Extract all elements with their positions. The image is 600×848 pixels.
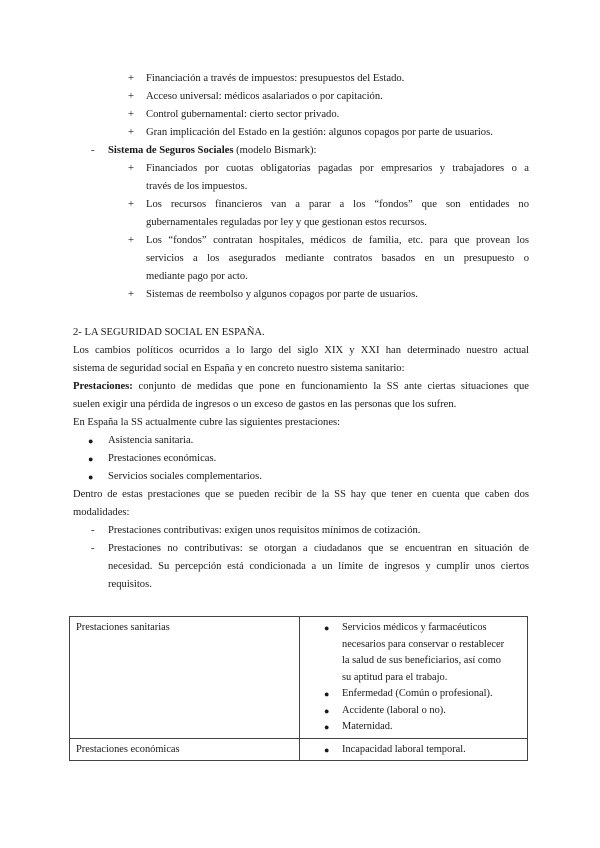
bullet-dot: ● bbox=[88, 436, 94, 446]
dash-marker: - bbox=[91, 525, 95, 536]
list-item bbox=[73, 88, 529, 106]
prestaciones-table bbox=[69, 616, 528, 761]
plus-marker: + bbox=[128, 127, 134, 138]
section-heading: 2- LA SEGURIDAD SOCIAL EN ESPAÑA. bbox=[73, 327, 265, 338]
plus-marker: + bbox=[128, 199, 134, 210]
table-bullet-text: necesarios para conservar o restablecer bbox=[342, 638, 505, 650]
dash-item-text: necesidad. Su percepción está condicionada a un límite de ingresos y cumplir unos ciertos bbox=[108, 561, 529, 572]
plus-marker: + bbox=[128, 163, 134, 174]
dash-item bbox=[73, 522, 529, 540]
table-bullet-text: Incapacidad laboral temporal. bbox=[342, 743, 466, 755]
table-bullet-text: la salud de sus beneficiarios, así como bbox=[342, 655, 501, 666]
table-bullet-text: Enfermedad (Común o profesional). bbox=[342, 688, 493, 699]
bullet-dot: ● bbox=[88, 472, 94, 482]
table-bullet-text: Accidente (laboral o no). bbox=[342, 704, 446, 716]
national-system-list bbox=[73, 70, 529, 142]
paragraph-line: suelen exigir una pérdida de ingresos o un exceso de gastos en las personas que los sufren. bbox=[73, 399, 457, 410]
bullet-dot: ● bbox=[88, 454, 94, 464]
dash-item-text: Prestaciones contributivas: exigen unos requisitos mínimos de cotización. bbox=[108, 525, 421, 536]
plus-marker: + bbox=[128, 73, 134, 84]
list-item-text: través de los impuestos. bbox=[146, 181, 248, 192]
paragraph-line: sistema de seguridad social en España y en concreto nuestro sistema sanitario: bbox=[73, 363, 405, 374]
paragraph-line: modalidades: bbox=[73, 507, 130, 518]
dash-item-text: requisitos. bbox=[108, 579, 152, 590]
table-bullet-item bbox=[306, 620, 521, 686]
paragraph-line: En España la SS actualmente cubre las siguientes prestaciones: bbox=[73, 417, 341, 428]
section-title: Sistema de Seguros Sociales bbox=[108, 145, 234, 156]
table-bullet-text: Maternidad. bbox=[342, 721, 393, 732]
list-item bbox=[73, 106, 529, 124]
bullet-dot: ● bbox=[324, 689, 330, 699]
list-item-text: servicios a los asegurados mediante contratos basados en un presupuesto o bbox=[146, 253, 529, 264]
table-bullet-item bbox=[306, 719, 521, 736]
list-item-text: Control gubernamental: cierto sector privado. bbox=[146, 109, 340, 120]
prestaciones-label: Prestaciones: bbox=[73, 381, 133, 392]
table-cell-list bbox=[300, 617, 528, 739]
bullet-dot: ● bbox=[324, 722, 330, 732]
bullet-text: Servicios sociales complementarios. bbox=[108, 471, 262, 482]
table-row bbox=[70, 738, 528, 761]
list-item bbox=[73, 160, 529, 196]
list-item-text: Los “fondos” contratan hospitales, médicos de familia, etc. para que provean los bbox=[146, 235, 529, 246]
dash-marker: - bbox=[91, 543, 95, 554]
list-item-text: gubernamentales reguladas por ley y que gestionan estos recursos. bbox=[146, 217, 427, 228]
bullet-item bbox=[73, 468, 529, 486]
list-item-text: Financiados por cuotas obligatorias pagadas por empresarios y trabajadores o a bbox=[146, 163, 529, 174]
table-bullet-text: su aptitud para el trabajo. bbox=[342, 671, 448, 683]
list-item bbox=[73, 286, 529, 304]
table-cell-label: Prestaciones sanitarias bbox=[70, 617, 300, 739]
list-item bbox=[73, 232, 529, 286]
prestaciones-definition bbox=[73, 378, 529, 396]
table-row bbox=[70, 617, 528, 739]
table-bullet-item bbox=[306, 742, 521, 759]
social-insurance-section bbox=[73, 142, 529, 304]
bullet-dot: ● bbox=[324, 744, 330, 755]
dash-item bbox=[73, 540, 529, 594]
paragraph-text: conjunto de medidas que pone en funcionamiento la SS ante ciertas situaciones que bbox=[132, 381, 529, 392]
list-item bbox=[73, 70, 529, 88]
plus-marker: + bbox=[128, 109, 134, 120]
plus-marker: + bbox=[128, 91, 134, 102]
bullet-text: Asistencia sanitaria. bbox=[108, 435, 194, 446]
bullet-dot: ● bbox=[324, 705, 330, 716]
section-subtitle: (modelo Bismark): bbox=[236, 145, 317, 156]
list-item-text: Sistemas de reembolso y algunos copagos por parte de usuarios. bbox=[146, 289, 418, 300]
table-cell-label: Prestaciones económicas bbox=[70, 738, 300, 761]
dash-marker: - bbox=[91, 145, 95, 156]
bullet-item bbox=[73, 432, 529, 450]
list-item-text: Gran implicación del Estado en la gestión: algunos copagos por parte de usuarios. bbox=[146, 127, 493, 138]
list-item-text: mediante pago por acto. bbox=[146, 271, 248, 282]
paragraph-line: Los cambios políticos ocurridos a lo largo del siglo XIX y XXI han determinado nuestro actual bbox=[73, 345, 529, 356]
bullet-item bbox=[73, 450, 529, 468]
list-item-text: Acceso universal: médicos asalariados o por capitación. bbox=[146, 91, 383, 102]
table-bullet-text: Servicios médicos y farmacéuticos bbox=[342, 622, 487, 633]
bullet-text: Prestaciones económicas. bbox=[108, 453, 217, 464]
section-heading-row bbox=[73, 142, 529, 160]
table-cell-list bbox=[300, 738, 528, 761]
list-item-text: Financiación a través de impuestos: presupuestos del Estado. bbox=[146, 73, 405, 84]
plus-marker: + bbox=[128, 289, 134, 300]
table-bullet-item bbox=[306, 686, 521, 703]
bullet-dot: ● bbox=[324, 623, 330, 633]
dash-item-text: Prestaciones no contributivas: se otorgan a ciudadanos que se encuentran en situación de bbox=[108, 543, 529, 554]
list-item bbox=[73, 124, 529, 142]
list-item-text: Los recursos financieros van a parar a los “fondos” que son entidades no bbox=[146, 199, 529, 210]
list-item bbox=[73, 196, 529, 232]
section-2 bbox=[73, 324, 529, 594]
plus-marker: + bbox=[128, 235, 134, 246]
paragraph-line: Dentro de estas prestaciones que se pueden recibir de la SS hay que tener en cuenta que caben dos bbox=[73, 489, 529, 500]
table-bullet-item bbox=[306, 703, 521, 720]
